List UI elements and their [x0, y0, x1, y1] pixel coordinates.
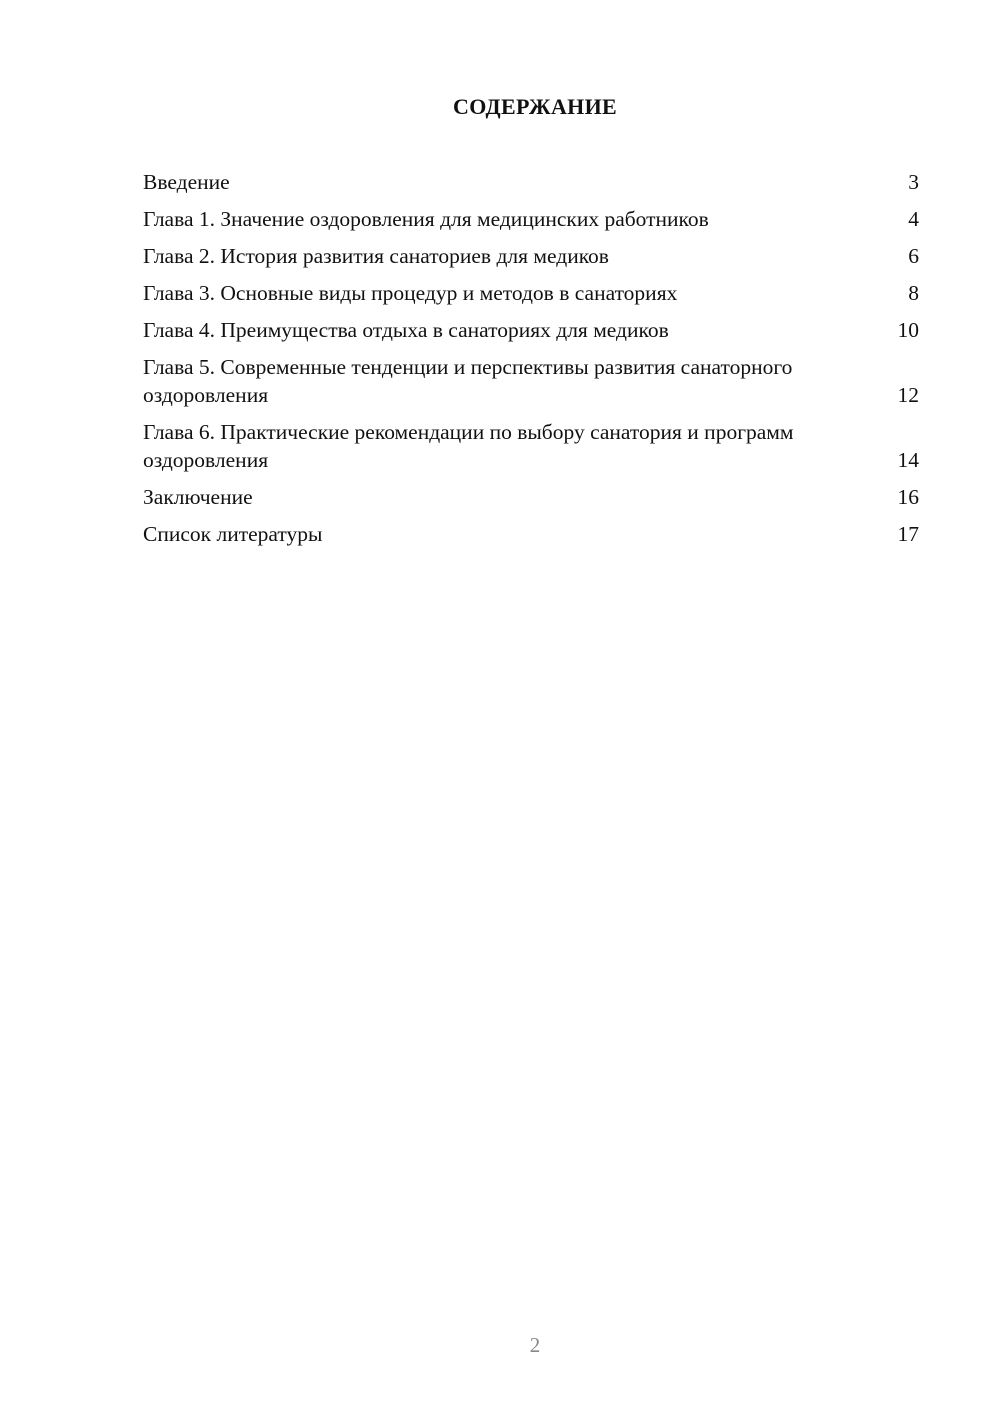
toc-entry-text: Глава 6. Практические рекомендации по выбору санатория и программ оздоровления [143, 420, 794, 472]
toc-entry-chapter-1 [143, 205, 919, 233]
toc-entry-page: 4 [908, 207, 919, 231]
toc-entry-text: Глава 3. Основные виды процедур и методов в санаториях [143, 281, 678, 305]
toc-entry-introduction [143, 168, 919, 196]
toc-entry-text: Список литературы [143, 522, 323, 546]
toc-entry-chapter-6 [143, 418, 919, 474]
page-number: 2 [529, 1333, 541, 1357]
toc-entry-text: Глава 1. Значение оздоровления для медицинских работников [143, 207, 709, 231]
toc-entry-page: 3 [908, 170, 919, 194]
toc-entry-page: 10 [897, 318, 919, 342]
toc-entry-page: 8 [908, 281, 919, 305]
toc-title: СОДЕРЖАНИЕ [453, 94, 617, 119]
toc-list [143, 168, 919, 557]
toc-entry-text: Глава 5. Современные тенденции и перспективы развития санаторного оздоровления [143, 355, 793, 407]
toc-entry-text: Введение [143, 170, 230, 194]
toc-entry-text: Глава 4. Преимущества отдыха в санаториях для медиков [143, 318, 669, 342]
toc-entry-page: 14 [897, 448, 919, 472]
toc-entry-page: 17 [897, 522, 919, 546]
toc-entry-chapter-2 [143, 242, 919, 270]
toc-entry-text: Глава 2. История развития санаториев для медиков [143, 244, 609, 268]
toc-entry-page: 16 [897, 485, 919, 509]
toc-entry-chapter-3 [143, 279, 919, 307]
toc-entry-text: Заключение [143, 485, 253, 509]
toc-entry-page: 6 [908, 244, 919, 268]
toc-entry-chapter-5 [143, 353, 919, 409]
toc-entry-conclusion [143, 483, 919, 511]
toc-entry-references [143, 520, 919, 548]
toc-entry-page: 12 [897, 383, 919, 407]
toc-entry-chapter-4 [143, 316, 919, 344]
